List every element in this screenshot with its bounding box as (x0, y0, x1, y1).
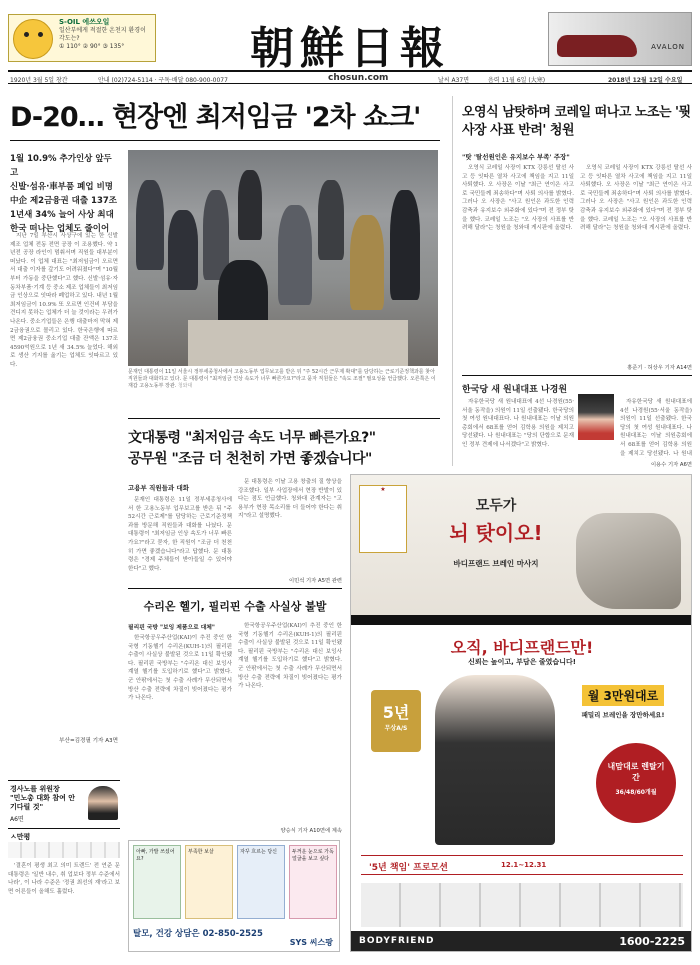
side-body: 오영식 코레일 사장이 KTX 강릉선 탈선 사고 등 잇따른 열차 사고에 책임을 지고 11일 사퇴했다. 오 사장은 이날 "최근 연이은 사고로 국민들께 죄송하다"며 사퇴 의사를 밝혔다. 그러나 오 사장은 "사고 원인은 과도한 인력 감축과 유지보수 외주화에 있다"며 전 정부 탓을 했다. 코레일 노조는 "오 사장의 사표를 반려해 달라"는 청원을 청와대 게시판에 올렸다. (462, 165, 574, 232)
product-lineup (361, 883, 683, 927)
divider (128, 588, 342, 589)
ad-brand: SYS 씨스팡 (289, 938, 333, 947)
ad-panel-3: 자꾸 흐르는 당신 (237, 845, 285, 919)
soil-logo: S-OIL 에쓰오일 (59, 18, 110, 26)
soil-ad-question: 일산부에게 적절한 온천지 환경이 각도는? ① 110° ② 90° ③ 135° (59, 27, 146, 50)
main-subheads: 1월 10.9% 추가인상 앞두고 신발·섬유·車부품 폐업 비명 中企 제2금융권 대출 137조 1년새 34% 늘어 사상 최대 한국 떠나는 업체도 줄이어 (10, 154, 118, 234)
ad-phone-label: 탈모, 건강 상담은 02-850-2525 (133, 929, 263, 939)
car-ad[interactable] (548, 12, 692, 66)
photo-credit: 청와대 (177, 383, 193, 389)
contact-info: 안내 (02)724-5114 · 구독·배달 080-900-0077 (98, 77, 228, 84)
soil-ad[interactable] (8, 14, 156, 62)
nara-byline: 이용수 기자 A6면 (650, 462, 692, 468)
opinion-quote: "민노총 대화 참여 안 기다릴 것" (10, 794, 76, 811)
ad-promo-block: 월 3만원대로 패밀리 브레인을 장만하세요! (563, 685, 683, 719)
nara-body-cont: 자유한국당 새 원내대표에 4선 나경원(55·서울 동작을) 의원이 11일 선출됐다. 한국당의 첫 여성 원내대표다. 나 원내대표는 이날 의원총회에서 68표를 얻어 김학용 의원을 제치고 당선됐다. 나 원내 (620, 399, 692, 457)
car-icon (557, 35, 637, 57)
photo-caption: 문재인 대통령이 11일 서울시 정부세종청사에서 고용노동부 업무보고를 받은 뒤 "주 52시간 근무제 확대"를 담당하는 근로기준정책과를 찾아 직원들과 대화하고 있다. 문 대통령이 "최저임금 인상 속도가 너무 빠른가요?"라고 묻자 직원들은 "속도 조절" 필요성을 언급했다. 오른쪽은 이재갑 고용노동부 장관. 청와대 (128, 369, 436, 389)
cartoon-text: '결혼이 평생 최고 의미 트렌드' 전 연준 문 대통령은 '일반 내수, 취 업보다 정부 수준에서 나라', 이 나라 수준은 '정권 최선의 재'라고 보면 어른들이 올해도 흘렀다. (8, 863, 120, 895)
bodyfriend-logo: BODYFRIEND (359, 936, 435, 946)
ad-panel-2: 부족한 보살 (185, 845, 233, 919)
massage-chair-icon (576, 513, 681, 609)
story-two-byline: 이민석 기자 A5면 관련 (289, 578, 342, 584)
column-divider (452, 96, 453, 466)
divider (462, 375, 692, 376)
opinion-box[interactable] (8, 780, 120, 824)
mascot-icon (13, 19, 53, 59)
promo-bar: '5년 책임' 프로모션 12.1~12.31 (361, 855, 683, 875)
ad-strip (351, 615, 692, 625)
hair-clinic-ad[interactable] (128, 840, 340, 952)
story-three-byline: 양승식 기자 A10면에 계속 (280, 828, 342, 834)
main-story-body: 지난 7일 부산시 사상구에 있는 한 신발 제조 업체 전동 전면 공장 이 조용했다. 약 1년전 공장 라인이 멈춰서며 직원들 대부분이 떠났다. 이 업체 대표는 "최저임금이 오르면서 대출 이자를 갚기도 어려워졌다"며 "10월부터 가동을 중단했다"고 했다. 신발·섬유·자동차부품·기계 등 중소 제조 업체들이 최저임금 인상으로 잇따라 폐업하고 있다. 내년 1월 최저임금이 10.9% 또 오르면 인건비 부담을 견디지 못하는 업체가 더 늘 것이라는 우려가 나온다. 중소기업들은 은행 대출마저 막혀 제2금융권으로 몰리고 있다. 한국은행에 따르면 제2금융권 중소기업 대출 잔액은 137조 4590억원으로 1년 새 34.5% 늘었다. 해외로 생산 기지를 옮기는 업체도 잇따르고 있다. (10, 233, 118, 368)
opinion-title: 경사노를 위원장 (10, 785, 60, 793)
nara-body: 자유한국당 새 원내대표에 4선 나경원(55·서울 동작을) 의원이 11일 선출됐다. 한국당의 첫 여성 원내대표다. 나 원내대표는 이날 의원총회에서 68표를 얻어 김학용 의원을 제치고 당선됐다. 나 원내대표는 "당의 단합으로 문재인 정부 견제에 나서겠다"고 밝혔다. (462, 399, 574, 448)
car-ad-brand: AVALON (651, 43, 685, 51)
bodyfriend-ad[interactable] (350, 474, 692, 952)
story-three-headline[interactable]: 수리온 헬기, 필리핀 수출 사실상 불발 (143, 600, 327, 613)
ad-headline-2: 뇌 탓이오! (449, 521, 543, 545)
founding-date: 1920년 3월 5일 창간 (10, 77, 68, 84)
side-subhead: "탓 '탈선원인은 유지보수 부족' 주장" (462, 153, 570, 161)
story-two-headline[interactable]: 文대통령 "최저임금 속도 너무 빠른가요?" 공무원 "조금 더 천천히 가면 좋겠습니다" (128, 430, 376, 467)
side-byline: 홍준기 · 허상우 기자 A14면 (627, 365, 692, 371)
cartoon-icon (8, 842, 120, 858)
divider (128, 418, 440, 419)
ad-slogan: 오직, 바디프랜드만! (450, 638, 594, 657)
weather-ref: 날씨 A37면 (438, 77, 470, 84)
ad-slogan-sub: 신뢰는 높이고, 부담은 줄였습니다! (468, 658, 576, 666)
issue-date: 2018년 12월 12일 수요일 (608, 77, 683, 84)
main-byline: 부산=김경필 기자 A3면 (59, 738, 118, 744)
ad-footer (351, 931, 692, 951)
rental-badge: 내맘대로 렌탈기간 36/48/60개월 (596, 743, 676, 823)
story-two-col-title: 고용부 직원들과 대화 (128, 484, 190, 492)
nara-headline[interactable]: 한국당 새 원내대표 나경원 (462, 385, 568, 395)
ad-panel-4: 두꺼운 눈으로 가독 얼굴을 보고 싶다 (289, 845, 337, 919)
ad-phone[interactable]: 1600-2225 (619, 935, 685, 948)
story-three-body: 한국항공우주산업(KAI)이 추진 중인 한국형 기동헬기 수리온(KUH-1)의 필리핀 수출이 사실상 불발된 것으로 11일 확인됐다. 필리핀 국방부는 "수리온 대신 보잉사 계열 헬기를 도입하기로 했다"고 밝혔다. 군 안팎에서는 첫 수출 사례가 무산되면서 방산 수출 전략에 차질이 빚어졌다는 평가가 나온다. (128, 635, 232, 702)
ad-tagline: 바디프랜드 브레인 마사지 (453, 559, 539, 568)
lunar-date: 음력 11월 6일 (大寒) (488, 77, 546, 84)
opinion-page: A6면 (10, 816, 24, 823)
news-photo (128, 150, 438, 366)
spokesperson-photo (435, 675, 555, 845)
award-badge-icon: ★ (359, 485, 407, 553)
cartoon-title: ㅅ만평 (10, 833, 31, 841)
story-two-body-cont: 문 대통령은 이날 고용 창출의 질 향상을 강조했다. 일부 사업장에서 현장 반발이 있다는 점도 언급했다. 청와대 관계자는 "고용부가 현장 목소리를 더 들어야 한다는 취지"라고 설명했다. (238, 479, 342, 520)
story-three-col-title: 필리핀 국방 "보잉 제품으로 대체" (128, 625, 215, 631)
ad-panel-1: 아빠, 가발 쓰셨어요? (133, 845, 181, 919)
editorial-cartoon[interactable] (8, 828, 120, 956)
opinion-portrait (88, 786, 118, 820)
newspaper-masthead: 朝鮮日報 (250, 23, 450, 74)
warranty-badge: 5년 무상A/S (371, 690, 421, 752)
portrait-photo (578, 394, 614, 440)
story-three-body-cont: 한국항공우주산업(KAI)이 추진 중인 한국형 기동헬기 수리온(KUH-1)의 필리핀 수출이 사실상 불발된 것으로 11일 확인됐다. 필리핀 국방부는 "수리온 대신 보잉사 계열 헬기를 도입하기로 했다"고 밝혔다. 군 안팎에서는 첫 수출 사례가 무산되면서 방산 수출 전략에 차질이 빚어졌다는 평가가 나온다. (238, 623, 342, 690)
main-headline[interactable]: D-20… 현장엔 최저임금 '2차 쇼크' (10, 102, 421, 133)
side-body-cont: 오영식 코레일 사장이 KTX 강릉선 탈선 사고 등 잇따른 열차 사고에 책임을 지고 11일 사퇴했다. 오 사장은 이날 "최근 연이은 사고로 국민들께 죄송하다"며 사퇴 의사를 밝혔다. 그러나 오 사장은 "사고 원인은 과도한 인력 감축과 유지보수 외주화에 있다"며 전 정부 탓을 했다. 코레일 노조는 "오 사장의 사표를 반려해 달라"는 청원을 청와대 게시판에 올렸다. (580, 165, 692, 232)
story-two-body: 문재인 대통령은 11일 정부세종청사에서 한 고용노동부 업무보고를 받은 뒤 "주 52시간 근로제"를 담당하는 근로기준정책과를 방문해 직원들과 대화를 나눴다. 문 대통령이 "최저임금 인상 속도가 너무 빠른가요?"라고 묻자, 한 직원이 "조금 더 천천히 가면 좋겠습니다"라고 답했다. 문 대통령은 "경제 주체들이 받아들일 수 있어야 한다"고 했다. (128, 497, 232, 572)
divider (10, 140, 440, 141)
ad-headline-1: 모두가 (475, 498, 517, 514)
ad-copy-block (421, 495, 571, 569)
side-headline[interactable]: 오영식 남탓하며 코레일 떠나고 노조는 '뭣사장 사표 반려' 청원 (462, 105, 691, 138)
dateline-bar (8, 70, 692, 84)
site-link[interactable]: chosun.com (328, 73, 389, 83)
